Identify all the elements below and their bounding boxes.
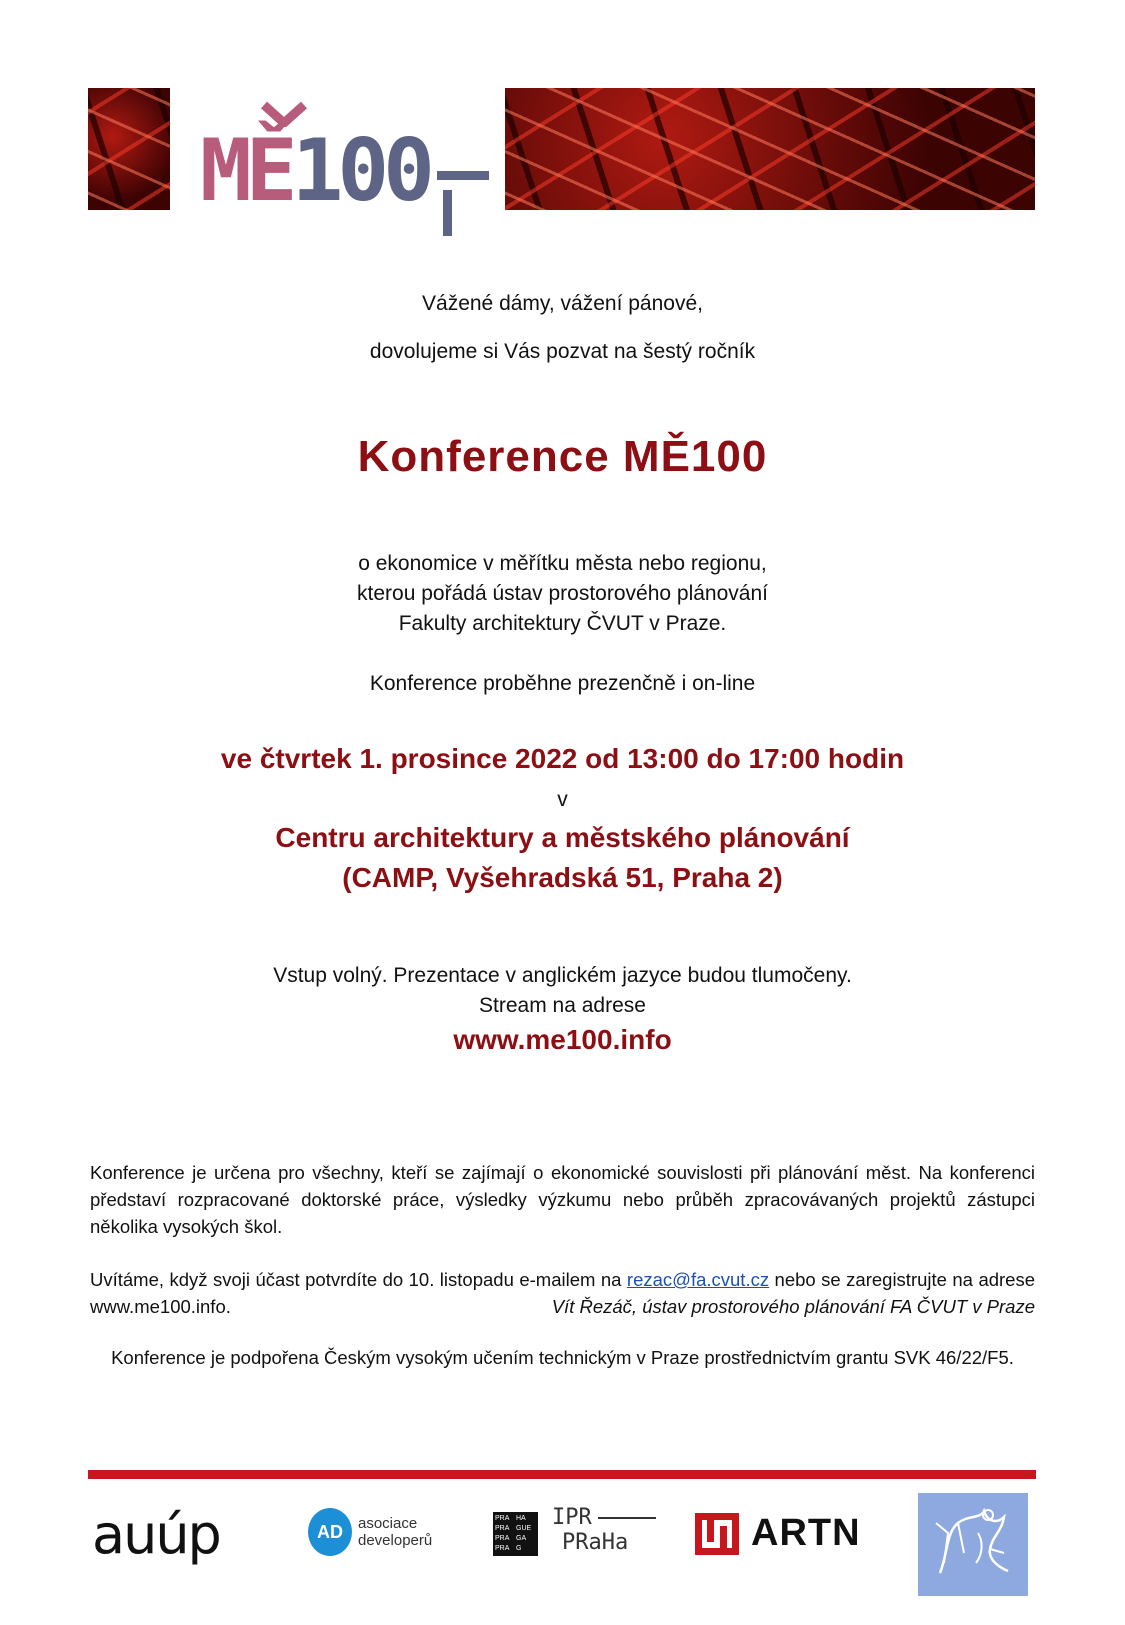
date-line: ve čtvrtek 1. prosince 2022 od 13:00 do 17:00 hodin <box>220 743 905 774</box>
venue-line-2: (CAMP, Vyšehradská 51, Praha 2) <box>342 862 783 893</box>
registration-text-b: nebo se zaregistrujte na adrese www.me100.info. <box>90 1269 1036 1317</box>
ipr-praha-logo: IPR PRaHa <box>552 1505 656 1555</box>
registration-paragraph <box>90 1266 1035 1320</box>
logo-bracket-mark <box>437 168 489 236</box>
auup-logo <box>92 1503 220 1566</box>
format-line: Konference proběhne prezenčně i on-line <box>369 672 756 695</box>
lion-emblem-icon <box>918 1493 1028 1596</box>
aerial-map-image-left <box>88 88 170 210</box>
conference-title: Konference MĚ100 <box>357 432 768 481</box>
auup-wordmark: auúp <box>92 1503 220 1566</box>
description <box>0 549 1125 639</box>
email-link[interactable]: rezac@fa.cvut.cz <box>626 1269 770 1290</box>
cvut-lion-logo <box>918 1493 1028 1596</box>
logo-wordmark <box>200 121 429 221</box>
praha-grid-logo <box>493 1512 538 1556</box>
ipr-rule <box>598 1517 656 1519</box>
entry-line: Vstup volný. Prezentace v anglickém jazyce budou tlumočeny. <box>273 964 852 987</box>
artn-mark-icon <box>695 1513 739 1555</box>
stream-line: Stream na adrese <box>479 994 646 1017</box>
description-line: Fakulty architektury ČVUT v Praze. <box>398 612 727 635</box>
logo-100: 100 <box>291 121 429 221</box>
artn-logo: ARTN <box>695 1512 861 1555</box>
grant-line: Konference je podpořena Českým vysokým učením technickým v Praze prostřednictvím grantu SVK 46/22/F5. <box>111 1347 1014 1368</box>
ad-label: asociace developerů <box>358 1515 433 1549</box>
audience-paragraph: Konference je určena pro všechny, kteří se zajímají o ekonomické souvislosti při plánování měst. Na konferenci představí rozpracované doktorské práce, výsledky výzkumu nebo průběh zpracovávaných projektů zástupci několika vysokých škol. <box>90 1162 1035 1237</box>
footer-divider <box>88 1470 1036 1479</box>
praha-grid: PRA HA PRA GUE PRA GA PRA G <box>493 1512 538 1556</box>
description-line: kterou pořádá ústav prostorového plánování <box>357 582 768 605</box>
logo-me: MĚ <box>200 121 292 221</box>
registration-text-a: Uvítáme, když svoji účast potvrdíte do 10. listopadu e-mailem na <box>90 1269 622 1290</box>
invite-line: dovolujeme si Vás pozvat na šestý ročník <box>369 340 756 363</box>
aerial-map-image-right <box>505 88 1035 210</box>
description-line: o ekonomice v měřítku města nebo regionu, <box>358 552 767 575</box>
signature: Vít Řezáč, ústav prostorového plánování FA ČVUT v Praze <box>551 1296 1035 1317</box>
ad-badge: AD <box>308 1508 352 1556</box>
ad-logo <box>308 1508 432 1556</box>
v-line: v <box>557 788 568 811</box>
website-link[interactable]: www.me100.info <box>453 1024 672 1055</box>
greeting: Vážené dámy, vážení pánové, <box>422 292 703 315</box>
venue-line-1: Centru architektury a městského plánování <box>275 822 850 853</box>
